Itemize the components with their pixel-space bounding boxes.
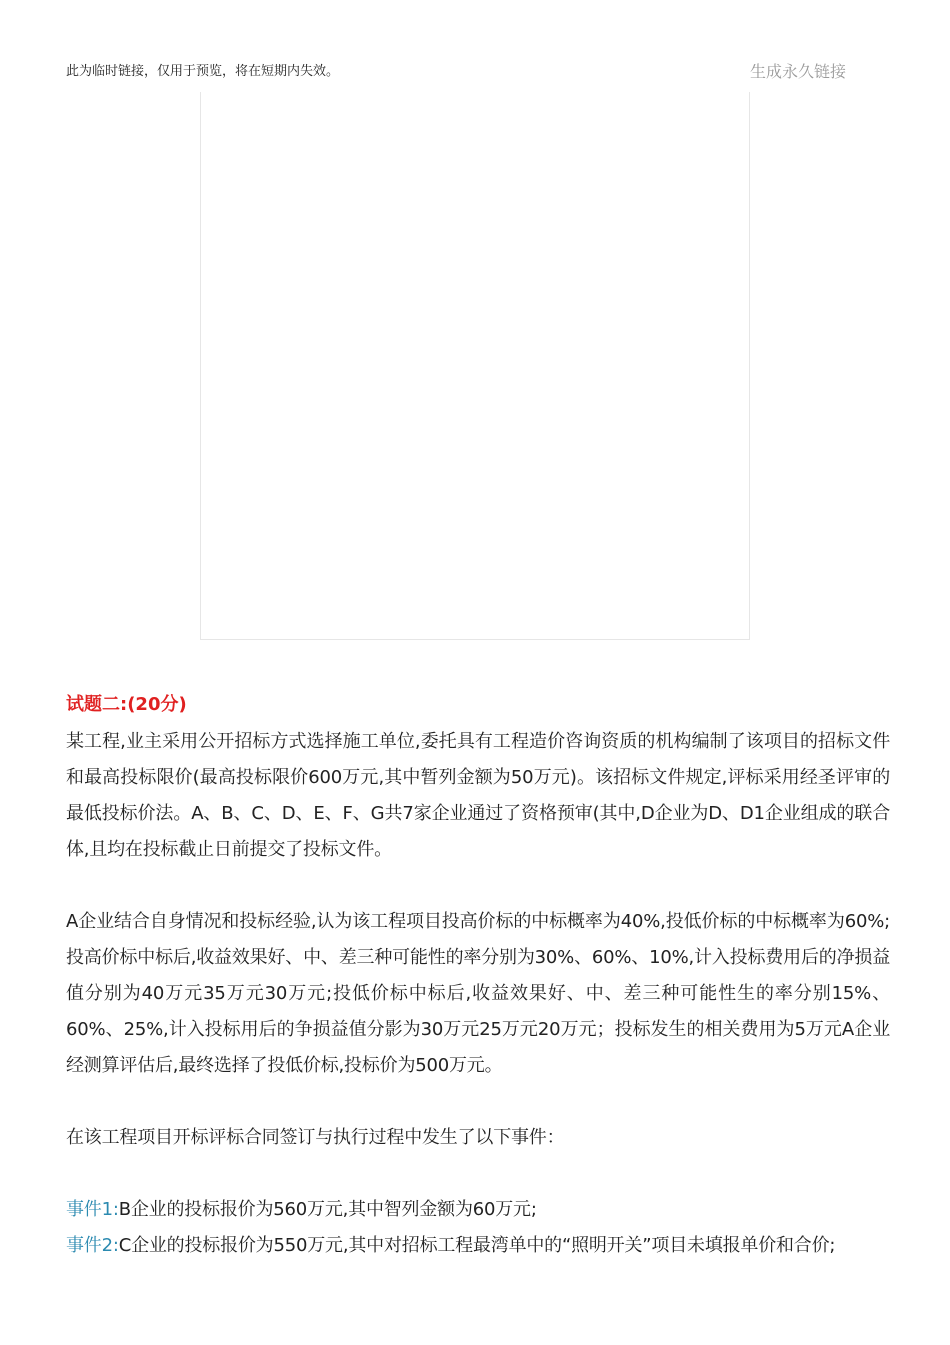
question-paragraph-2: A企业结合自身情况和投标经验,认为该工程项目投高价标的中标概率为40%,投低价标的中标概率为60%;投高价标中标后,收益效果好、中、差三种可能性的率分别为30%、60%、10%,计入投标费用后的净损益值分别为40万元35万元30万元;投低价标中标后,收益效果好、中、差三种可能性生的率分别15%、60%、25%,计入投标用后的争损益值分影为30万元25万元20万元；投标发生的相关费用为5万元A企业经测算评估后,最终选择了投低价标,投标价为500万元。: [66, 911, 890, 1076]
document-preview-frame: [200, 92, 750, 640]
generate-permanent-link[interactable]: 生成永久链接: [749, 62, 846, 81]
temporary-link-notice: 此为临时链接，仅用于预览，将在短期内失效。: [66, 64, 340, 79]
question-content: [66, 690, 890, 1264]
paragraph-spacer: [66, 1156, 890, 1192]
event-text: C企业的投标报价为550万元,其中对招标工程最湾单中的“照明开关”项目未填报单价和合价;: [118, 1235, 836, 1256]
event-label: 事件2:: [66, 1235, 119, 1256]
event-label: 事件1:: [66, 1199, 119, 1220]
event-item: [66, 1228, 890, 1264]
question-paragraph-1: 某工程,业主采用公开招标方式选择施工单位,委托具有工程造价咨询资质的机构编制了该项目的招标文件和最高投标限价(最高投标限价600万元,其中暂列金额为50万元)。该招标文件规定,评标采用经圣评审的最低投标价法。A、B、C、D、E、F、G共7家企业通过了资格预审(其中,D企业为D、D1企业组成的联合体,且均在投标截止日前提交了投标文件。: [66, 731, 890, 860]
question-paragraph-3: 在该工程项目开标评标合同签订与执行过程中发生了以下事件：: [66, 1127, 565, 1148]
paragraph-spacer: [66, 1084, 890, 1120]
question-title: 试题二:(20分): [66, 694, 187, 715]
event-item: [66, 1192, 890, 1228]
paragraph-spacer: [66, 868, 890, 904]
event-text: B企业的投标报价为560万元,其中智列金额为60万元;: [118, 1199, 537, 1220]
